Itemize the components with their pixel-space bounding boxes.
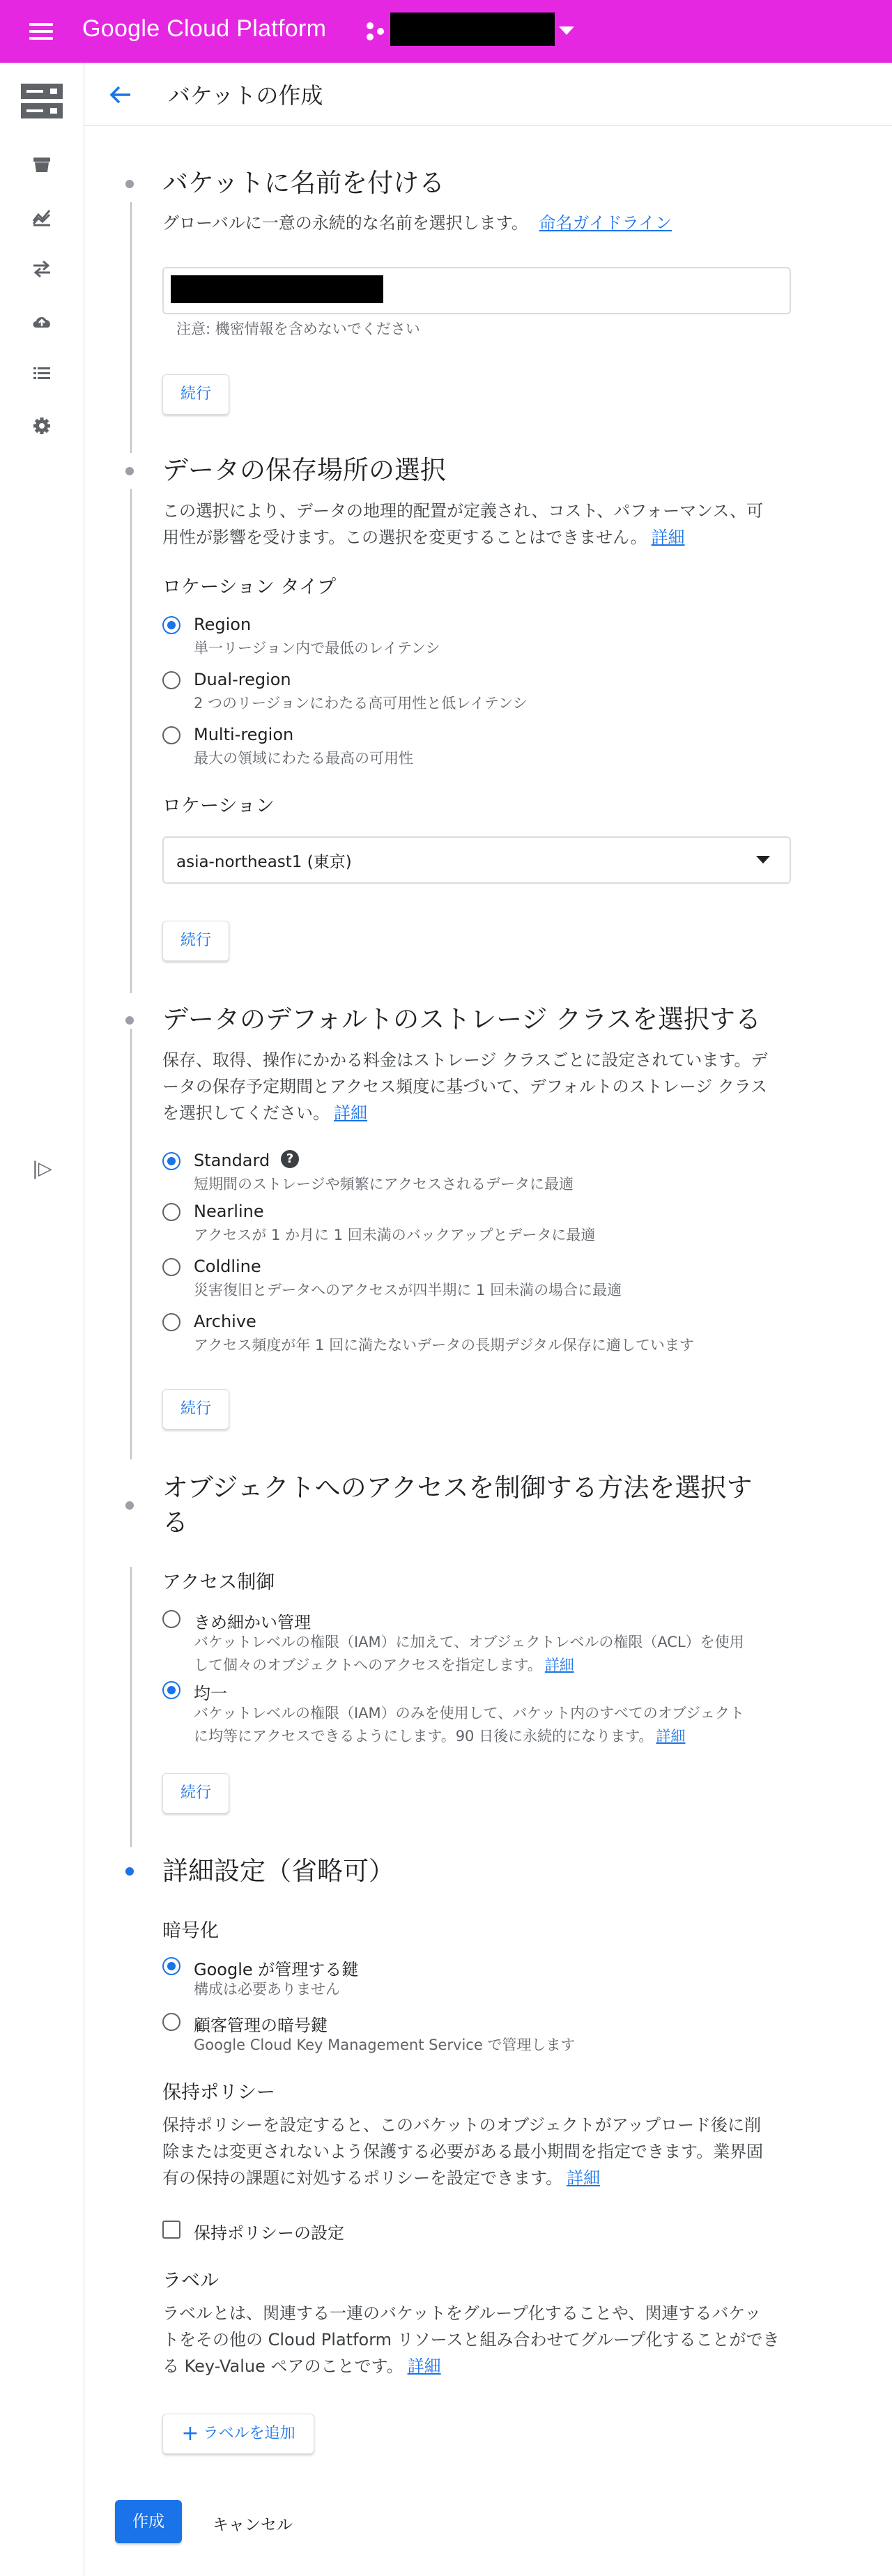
stepper-line [130,1567,132,1847]
input-hint: 注意: 機密情報を含めないでください [176,321,420,337]
radio-desc [194,1702,744,1748]
radio-label[interactable]: Dual-region [194,670,291,689]
bucket-name-redacted [171,275,383,303]
radio-desc-line: バケットレベルの権限（IAM）に加えて、オブジェクトレベルの権限（ACL）を使用 [194,1634,744,1650]
location-type-label: ロケーション タイプ [162,576,337,598]
add-label-text: ラベルを追加 [203,2425,295,2442]
settings-gear-icon[interactable] [31,415,53,437]
radio-desc: 構成は必要ありません [194,1981,340,1998]
radio-desc: Google Cloud Key Management Service で管理します [194,2037,576,2053]
radio-label[interactable]: Multi-region [194,725,294,744]
cloud-upload-icon[interactable] [31,310,53,332]
back-arrow-icon[interactable] [107,81,134,109]
radio-customer-managed-key[interactable] [162,2013,180,2031]
list-icon[interactable] [31,362,53,385]
stepper-line [130,1029,132,1459]
details-link[interactable]: 詳細 [544,1657,574,1673]
continue-button[interactable]: 続行 [162,374,229,415]
retention-desc-line: 除または変更されないよう保護する必要がある最小期間を指定できます。業界固 [162,2142,764,2161]
radio-standard[interactable] [162,1152,180,1170]
radio-dual-region[interactable] [162,671,180,689]
section-title-location: データの保存場所の選択 [162,455,446,485]
details-link[interactable]: 詳細 [567,2168,601,2188]
section-desc-line: ータの保存予定期間とアクセス頻度に基づいて、デフォルトのストレージ クラス [162,1077,768,1096]
radio-coldline[interactable] [162,1258,180,1276]
plus-icon: + [181,2421,199,2446]
storage-product-icon[interactable] [21,84,63,120]
radio-multi-region[interactable] [162,726,180,744]
step-indicator [125,467,134,475]
project-hub-icon[interactable] [364,20,387,43]
naming-guidelines-link[interactable]: 命名ガイドライン [539,213,672,233]
radio-label[interactable]: 顧客管理の暗号鍵 [194,2016,328,2035]
monitoring-chart-icon[interactable] [31,206,53,228]
expand-rail-icon[interactable]: |▷ [32,1158,52,1179]
brand-title[interactable]: Google Cloud Platform [82,15,327,42]
retention-policy-checkbox[interactable] [162,2221,180,2239]
section-title-storage-class: データのデフォルトのストレージ クラスを選択する [162,1004,762,1034]
page-header [84,63,892,126]
create-button[interactable]: 作成 [115,2500,182,2543]
radio-google-managed-key[interactable] [162,1957,180,1975]
radio-label[interactable]: Region [194,615,252,634]
retention-desc [162,2112,763,2191]
radio-label[interactable]: Coldline [194,1257,261,1276]
retention-desc-line: 有の保持の課題に対処するポリシーを設定できます。 [162,2168,563,2188]
details-link[interactable]: 詳細 [651,528,685,547]
step-indicator [125,1016,134,1025]
radio-desc-line: バケットレベルの権限（IAM）のみを使用して、バケット内のすべてのオブジェクト [194,1705,744,1722]
details-link[interactable]: 詳細 [407,2356,441,2376]
checkbox-label[interactable]: 保持ポリシーの設定 [194,2223,344,2243]
section-title-line: る [162,1508,188,1538]
encryption-label: 暗号化 [162,1920,219,1942]
dropdown-caret-icon [756,856,770,864]
radio-desc-line: して個々のオブジェクトへのアクセスを指定します。 [194,1657,542,1673]
help-question-icon[interactable]: ? [281,1150,299,1168]
radio-desc: 災害復旧とデータへのアクセスが四半期に 1 回未満の場合に最適 [194,1282,622,1298]
radio-uniform[interactable] [162,1681,180,1699]
radio-desc: 最大の領域にわたる最高の可用性 [194,750,413,767]
project-name-redacted[interactable] [390,13,555,46]
radio-desc: 2 つのリージョンにわたる高可用性と低レイテンシ [194,695,528,712]
hamburger-menu-icon[interactable] [29,23,53,40]
radio-desc [194,1631,744,1677]
radio-desc: 単一リージョン内で最低のレイテンシ [194,640,440,657]
step-indicator [125,180,134,188]
radio-desc: アクセスが 1 か月に 1 回未満のバックアップとデータに最適 [194,1227,596,1243]
location-select[interactable] [162,836,791,884]
access-control-label: アクセス制御 [162,1572,275,1593]
radio-label[interactable]: Archive [194,1312,256,1331]
radio-archive[interactable] [162,1313,180,1331]
radio-label[interactable]: Google が管理する鍵 [194,1960,359,1979]
section-desc [162,210,672,236]
labels-desc-line: る Key-Value ペアのことです。 [162,2356,403,2376]
section-desc [162,498,763,551]
section-desc-line: 用性が影響を受けます。この選択を変更することはできません。 [162,528,647,547]
cancel-button[interactable]: キャンセル [213,2516,293,2534]
radio-desc: 短期間のストレージや頻繁にアクセスされるデータに最適 [194,1176,574,1193]
step-indicator [125,1501,134,1510]
section-desc-line: 保存、取得、操作にかかる料金はストレージ クラスごとに設定されています。デ [162,1050,768,1070]
section-title-name: バケットに名前を付ける [162,168,445,198]
radio-desc-line: に均等にアクセスできるようにします。90 日後に永続的になります。 [194,1728,654,1745]
labels-label: ラベル [162,2270,219,2292]
left-nav-rail [0,63,84,2576]
section-desc [162,1047,768,1126]
radio-desc: アクセス頻度が年 1 回に満たないデータの長期デジタル保存に適しています [194,1337,694,1354]
radio-label[interactable]: Nearline [194,1202,264,1221]
add-label-button[interactable] [162,2414,314,2454]
section-title-line: オブジェクトへのアクセスを制御する方法を選択す [162,1473,753,1503]
bucket-icon[interactable] [31,153,53,176]
radio-label[interactable]: 均一 [194,1684,227,1703]
details-link[interactable]: 詳細 [656,1728,686,1745]
retention-desc-line: 保持ポリシーを設定すると、このバケットのオブジェクトがアップロード後に削 [162,2115,761,2135]
location-label: ロケーション [162,795,275,817]
section-title-advanced: 詳細設定（省略可） [162,1856,394,1886]
retention-policy-label: 保持ポリシー [162,2082,275,2103]
radio-label[interactable]: Standard [194,1151,270,1170]
continue-button[interactable]: 続行 [162,1773,229,1814]
radio-region[interactable] [162,616,180,634]
section-title-access [162,1471,753,1540]
top-app-bar [0,0,892,63]
labels-desc-line: トをその他の Cloud Platform リソースと組み合わせてグループ化することができ [162,2330,780,2349]
continue-button[interactable]: 続行 [162,1389,229,1429]
stepper-line [130,489,132,993]
step-indicator-active [125,1867,134,1876]
details-link[interactable]: 詳細 [334,1103,367,1123]
section-desc-line: この選択により、データの地理的配置が定義され、コスト、パフォーマンス、可 [162,501,764,521]
transfer-icon[interactable] [31,258,53,280]
caret-down-icon[interactable] [559,26,574,35]
location-select-value: asia-northeast1 (東京) [176,853,352,871]
labels-desc [162,2300,780,2379]
section-desc-text: グローバルに一意の永続的な名前を選択します。 [162,213,528,233]
radio-nearline[interactable] [162,1203,180,1221]
labels-desc-line: ラベルとは、関連する一連のバケットをグループ化することや、関連するバケッ [162,2303,762,2323]
radio-fine-grained[interactable] [162,1610,180,1628]
continue-button[interactable]: 続行 [162,921,229,961]
page-title: バケットの作成 [168,82,323,109]
stepper-line [130,202,132,453]
section-desc-line: を選択してください。 [162,1103,330,1123]
radio-label[interactable]: きめ細かい管理 [194,1613,311,1632]
